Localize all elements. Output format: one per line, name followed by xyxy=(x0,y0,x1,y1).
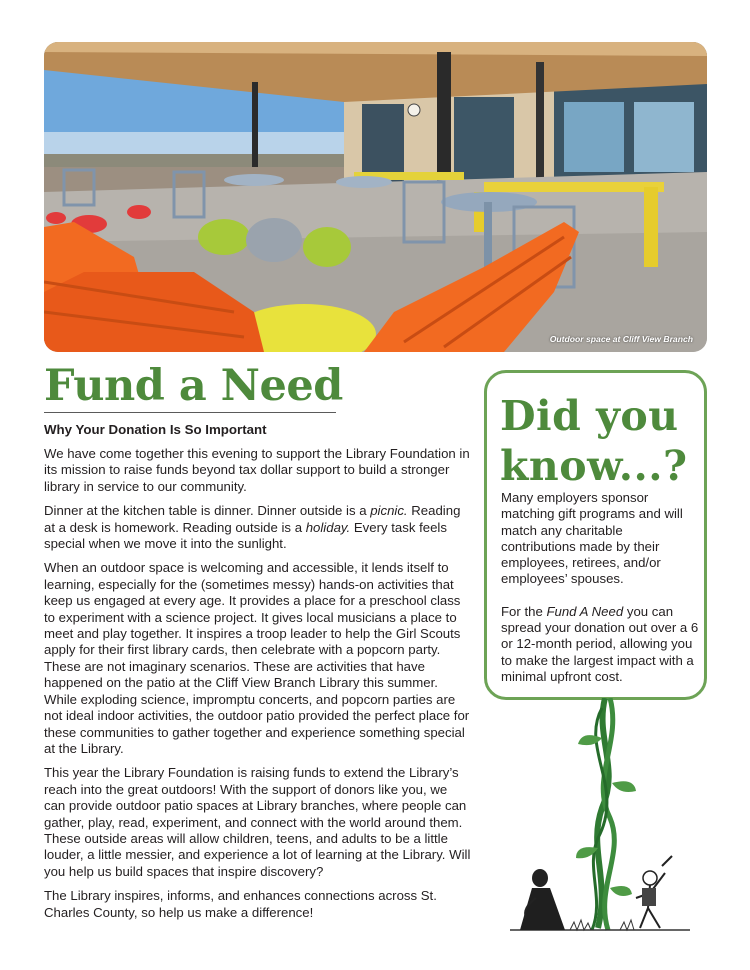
paragraph-5: The Library inspires, informs, and enhances connections across St. Charles County, so help us make a difference! xyxy=(44,888,437,920)
paragraph-4: This year the Library Foundation is raising funds to extend the Library’s reach into the great outdoors! With the support of donors like you, we can provide outdoor patio spaces at Library branches, where people can gather, play, read, experiment, and connect with the world around them. These outside areas will allow children, teens, and adults to be a little louder, a little messier, and experience a lot of learning at the Library. Will you help us build spaces that inspire discovery? xyxy=(44,765,471,879)
beanstalk-illustration xyxy=(510,698,690,938)
jack-and-beanstalk-icon xyxy=(510,698,690,938)
did-you-know-paragraph-2: For the Fund A Need you can spread your donation out over a 6 or 12-month period, allowing you to make the largest impact with a minimal upfront cost. xyxy=(501,603,699,684)
did-you-know-body xyxy=(501,490,701,701)
photo-caption: Outdoor space at Cliff View Branch xyxy=(549,334,693,344)
paragraph-2: Dinner at the kitchen table is dinner. Dinner outside is a picnic. Reading at a desk is homework. Reading outside is a holiday. Every task feels special when we move it into the sunlight. xyxy=(44,503,461,552)
did-you-know-title: Did you know...? xyxy=(500,392,688,490)
paragraph-3: When an outdoor space is welcoming and accessible, it lends itself to learning, especially for the (sometimes messy) hands-on activities that keep us engaged at every age. It provides a place for a preschool class to experiment with a science project. It gives local musicians a place to meet and play together. It inspires a troop leader to help the Girl Scouts apply for their first library cards, then celebrate with a popcorn party. These are not imaginary scenarios. These are activities that have happened on the patio at the Cliff View Branch Library this summer. While exploding science, impromptu concerts, and popcorn parties are not ideal indoor activities, the outdoor patio provided the perfect place for these communities to gather together and experience something special at the Library. xyxy=(44,560,470,756)
paragraph-1: We have come together this evening to support the Library Foundation in its mission to raise funds beyond tax dollar support to build a stronger library in service to our community. xyxy=(44,446,470,494)
did-you-know-box xyxy=(484,370,707,700)
article xyxy=(44,360,472,929)
did-you-know-paragraph-1: Many employers sponsor matching gift programs and will match any charitable contributions made by their employees, retirees, and/or employees’ spouses. xyxy=(501,490,683,587)
title-divider xyxy=(44,412,336,413)
article-title: Fund a Need xyxy=(44,361,343,411)
article-subtitle: Why Your Donation Is So Important xyxy=(44,422,267,437)
hero-photo xyxy=(44,42,707,352)
patio-illustration xyxy=(44,42,707,352)
